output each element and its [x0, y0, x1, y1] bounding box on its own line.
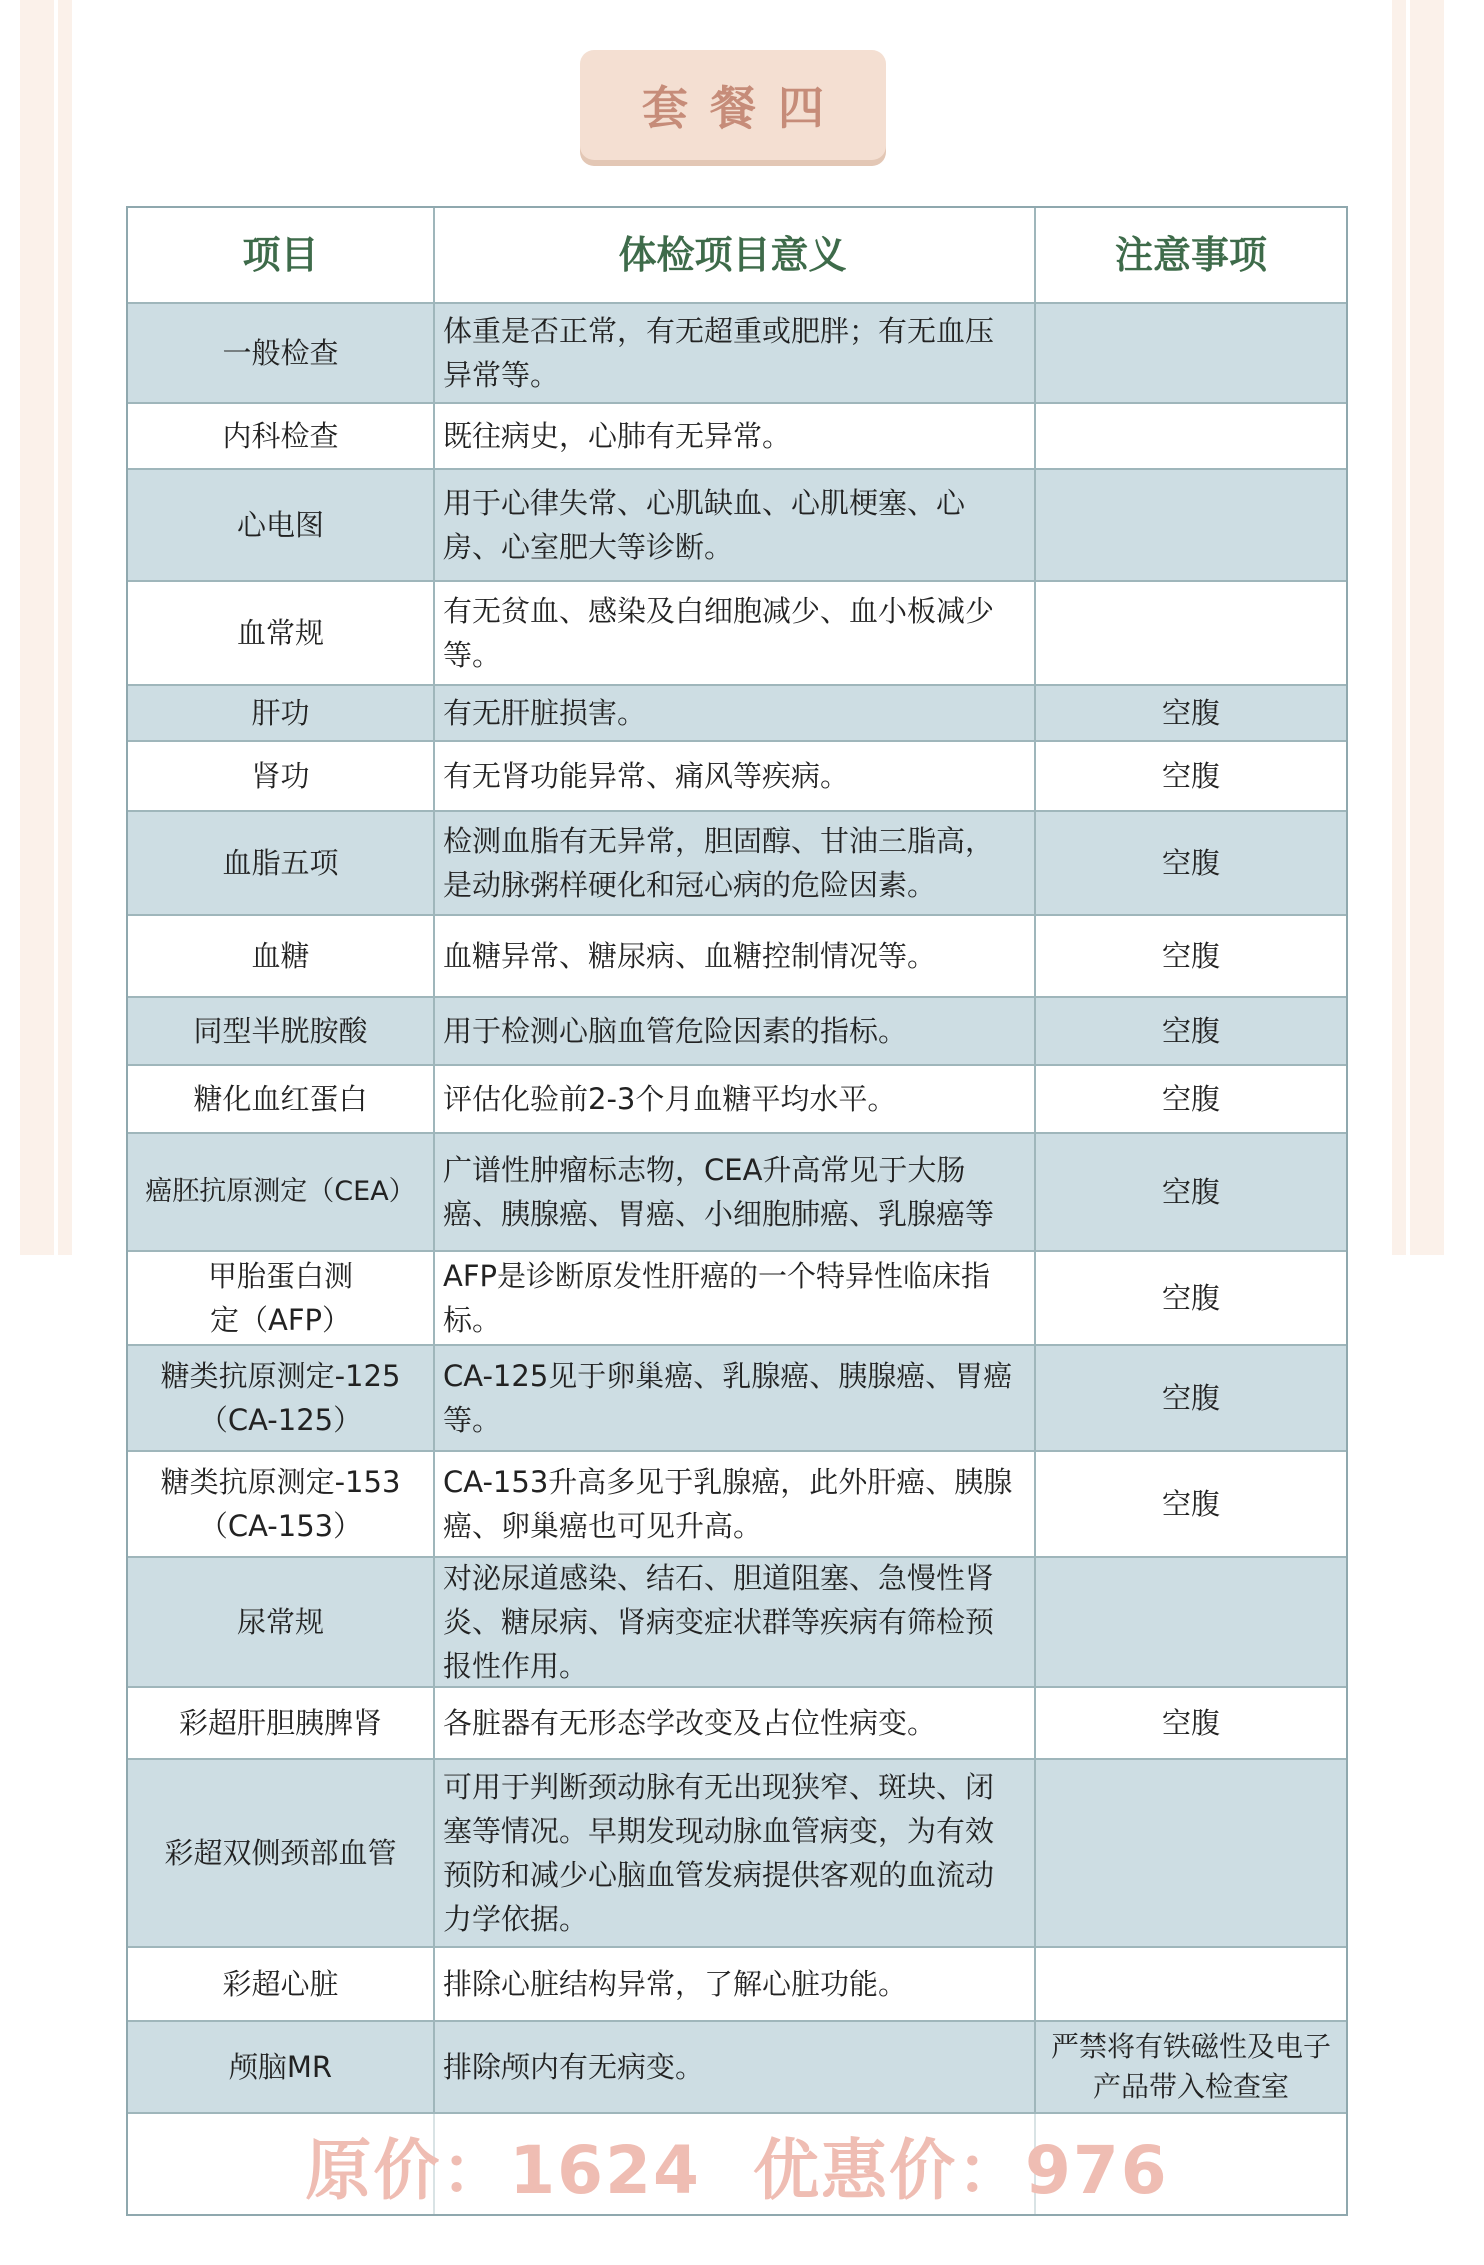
discount-price: 优惠价：976	[752, 2131, 1169, 2209]
table-row	[128, 1452, 1346, 1558]
table-row	[128, 404, 1346, 470]
row-meaning: 检测血脂有无异常，胆固醇、甘油三脂高，是动脉粥样硬化和冠心病的危险因素。	[435, 812, 1036, 914]
row-item: 尿常规	[128, 1558, 435, 1686]
row-notes: 空腹	[1161, 1175, 1220, 1209]
row-meaning: 各脏器有无形态学改变及占位性病变。	[435, 1688, 1036, 1758]
row-item: 一般检查	[128, 304, 435, 402]
row-notes: 空腹	[1161, 1281, 1220, 1315]
row-meaning: 排除颅内有无病变。	[435, 2022, 1036, 2112]
row-meaning: AFP是诊断原发性肝癌的一个特异性临床指标。	[435, 1252, 1036, 1344]
table-row	[128, 304, 1346, 404]
row-notes	[1036, 582, 1346, 684]
row-notes: 空腹	[1161, 1487, 1220, 1521]
table-row	[128, 1252, 1346, 1346]
table-row	[128, 1688, 1346, 1760]
row-meaning: CA-125见于卵巢癌、乳腺癌、胰腺癌、胃癌等。	[435, 1346, 1036, 1450]
row-item: 糖类抗原测定-125（CA-125）	[128, 1346, 435, 1450]
package-title: 套餐四	[580, 50, 886, 160]
price-line	[128, 2114, 1346, 2214]
original-price: 原价：1624	[305, 2131, 701, 2209]
row-notes: 空腹	[1161, 1082, 1220, 1116]
table-row	[128, 1760, 1346, 1948]
row-notes: 空腹	[1161, 759, 1220, 793]
row-item: 内科检查	[128, 404, 435, 468]
row-notes	[1036, 304, 1346, 402]
row-item: 心电图	[128, 470, 435, 580]
row-meaning: 排除心脏结构异常，了解心脏功能。	[435, 1948, 1036, 2020]
row-notes: 严禁将有铁磁性及电子产品带入检查室	[1050, 2030, 1331, 2103]
row-meaning: 血糖异常、糖尿病、血糖控制情况等。	[435, 916, 1036, 996]
table-row	[128, 686, 1346, 742]
row-meaning: 既往病史，心肺有无异常。	[435, 404, 1036, 468]
row-item: 彩超心脏	[128, 1948, 435, 2020]
table-header	[128, 208, 1346, 304]
right-decor-bar	[1410, 0, 1444, 1255]
row-meaning: CA-153升高多见于乳腺癌，此外肝癌、胰腺癌、卵巢癌也可见升高。	[435, 1452, 1036, 1556]
row-notes: 空腹	[1161, 1706, 1220, 1740]
exam-table	[126, 206, 1348, 2216]
row-notes	[1036, 404, 1346, 468]
row-notes	[1036, 1760, 1346, 1946]
left-decor-bar-inner	[58, 0, 72, 1255]
header-item: 项目	[128, 208, 435, 302]
table-row	[128, 1558, 1346, 1688]
row-notes: 空腹	[1161, 939, 1220, 973]
left-decor-bar	[20, 0, 54, 1255]
row-notes	[1036, 470, 1346, 580]
table-row	[128, 1346, 1346, 1452]
row-meaning: 有无贫血、感染及白细胞减少、血小板减少等。	[435, 582, 1036, 684]
row-item: 肾功	[128, 742, 435, 810]
row-item: 彩超双侧颈部血管	[128, 1760, 435, 1946]
row-meaning: 可用于判断颈动脉有无出现狭窄、斑块、闭塞等情况。早期发现动脉血管病变，为有效预防和减少心脑血管发病提供客观的血流动力学依据。	[435, 1760, 1036, 1946]
table-row	[128, 2022, 1346, 2114]
row-item: 糖化血红蛋白	[128, 1066, 435, 1132]
row-notes: 空腹	[1161, 696, 1220, 730]
table-row	[128, 742, 1346, 812]
table-row	[128, 1134, 1346, 1252]
header-meaning: 体检项目意义	[435, 208, 1036, 302]
table-row	[128, 998, 1346, 1066]
row-item: 癌胚抗原测定（CEA）	[128, 1134, 435, 1250]
row-meaning: 有无肾功能异常、痛风等疾病。	[435, 742, 1036, 810]
row-item: 血常规	[128, 582, 435, 684]
row-item: 同型半胱胺酸	[128, 998, 435, 1064]
table-row	[128, 582, 1346, 686]
row-notes: 空腹	[1161, 1014, 1220, 1048]
row-meaning: 广谱性肿瘤标志物，CEA升高常见于大肠癌、胰腺癌、胃癌、小细胞肺癌、乳腺癌等	[435, 1134, 1036, 1250]
table-row	[128, 812, 1346, 916]
table-row	[128, 916, 1346, 998]
header-notes: 注意事项	[1114, 233, 1267, 277]
row-item: 甲胎蛋白测定（AFP）	[128, 1252, 435, 1344]
right-decor-bar-inner	[1392, 0, 1406, 1255]
table-row	[128, 470, 1346, 582]
row-item: 糖类抗原测定-153（CA-153）	[128, 1452, 435, 1556]
row-item: 血糖	[128, 916, 435, 996]
row-item: 颅脑MR	[128, 2022, 435, 2112]
row-meaning: 用于心律失常、心肌缺血、心肌梗塞、心房、心室肥大等诊断。	[435, 470, 1036, 580]
row-meaning: 体重是否正常，有无超重或肥胖；有无血压异常等。	[435, 304, 1036, 402]
row-item: 彩超肝胆胰脾肾	[128, 1688, 435, 1758]
row-meaning: 用于检测心脑血管危险因素的指标。	[435, 998, 1036, 1064]
row-meaning: 评估化验前2-3个月血糖平均水平。	[435, 1066, 1036, 1132]
row-notes	[1036, 1948, 1346, 2020]
table-row	[128, 1948, 1346, 2022]
row-item: 血脂五项	[128, 812, 435, 914]
row-notes: 空腹	[1161, 846, 1220, 880]
row-notes: 空腹	[1161, 1381, 1220, 1415]
row-item: 肝功	[128, 686, 435, 740]
row-notes	[1036, 1558, 1346, 1686]
row-meaning: 有无肝脏损害。	[435, 686, 1036, 740]
row-meaning: 对泌尿道感染、结石、胆道阻塞、急慢性肾炎、糖尿病、肾病变症状群等疾病有筛检预报性作用。	[435, 1558, 1036, 1686]
table-row	[128, 1066, 1346, 1134]
